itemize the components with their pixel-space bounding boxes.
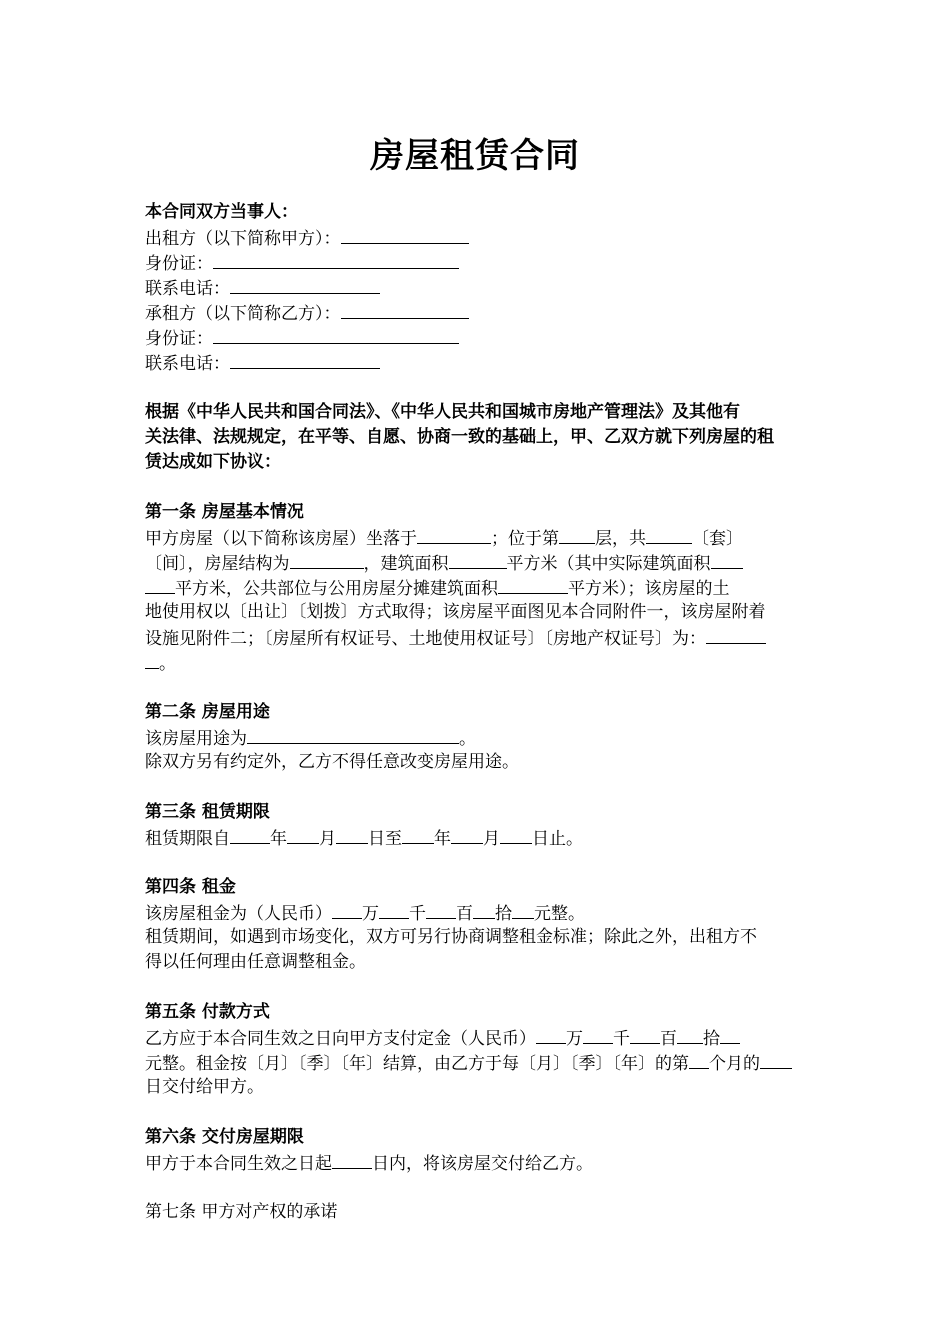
article-1-line-6	[145, 650, 810, 677]
area-blank[interactable]	[449, 550, 507, 569]
rent-shi-blank[interactable]	[473, 900, 495, 919]
usage-blank[interactable]	[247, 725, 459, 744]
structure-blank[interactable]	[290, 550, 364, 569]
article-2-heading: 第二条 房屋用途	[145, 702, 270, 722]
total-blank[interactable]	[646, 525, 692, 544]
lessor-phone-blank[interactable]	[230, 275, 380, 294]
text: 乙方应于本合同生效之日向甲方支付定金（人民币）	[145, 1029, 536, 1049]
end-day-blank[interactable]	[500, 825, 532, 844]
deposit-yuan-blank[interactable]	[720, 1025, 740, 1044]
text: 租赁期限自	[145, 829, 230, 849]
text: 平方米）；该房屋的土	[568, 579, 730, 599]
article-4-line-2: 租赁期间，如遇到市场变化，双方可另行协商调整租金标准；除此之外，出租方不	[145, 927, 757, 947]
text: 日至	[368, 829, 402, 849]
lessee-blank[interactable]	[341, 300, 469, 319]
lessor-blank[interactable]	[341, 225, 469, 244]
deposit-bai-blank[interactable]	[630, 1025, 660, 1044]
text: 千	[409, 904, 426, 924]
text: 〔间〕，房屋结构为	[145, 554, 290, 574]
text: 拾	[703, 1029, 720, 1049]
article-4-line-1	[145, 900, 810, 927]
lessor-id-blank[interactable]	[213, 250, 459, 269]
article-2-line-1	[145, 725, 810, 752]
text: 月	[319, 829, 336, 849]
text: 元整。租金按〔月〕〔季〕〔年〕结算，由乙方于每〔月〕〔季〕〔年〕的第	[145, 1054, 689, 1074]
article-6-line-1	[145, 1150, 810, 1177]
article-1-line-5	[145, 625, 810, 652]
article-2-line-2: 除双方另有约定外，乙方不得任意改变房屋用途。	[145, 752, 519, 772]
text: 个月的	[709, 1054, 760, 1074]
start-day-blank[interactable]	[336, 825, 368, 844]
rent-yuan-blank[interactable]	[512, 900, 534, 919]
document-title: 房屋租赁合同	[370, 136, 580, 176]
text: 年	[434, 829, 451, 849]
article-6-heading: 第六条 交付房屋期限	[145, 1127, 304, 1147]
text: 百	[456, 904, 473, 924]
preamble-line-2: 关法律、法规规定，在平等、自愿、协商一致的基础上，甲、乙双方就下列房屋的租	[145, 427, 774, 447]
lessor-id-label: 身份证：	[145, 254, 213, 274]
end-year-blank[interactable]	[402, 825, 434, 844]
deposit-wan-blank[interactable]	[536, 1025, 566, 1044]
text: 千	[613, 1029, 630, 1049]
article-5-line-1	[145, 1025, 810, 1052]
payment-nth-blank[interactable]	[689, 1050, 709, 1069]
certificate-blank[interactable]	[706, 625, 766, 644]
text: 〔套〕	[692, 529, 743, 549]
text: 年	[270, 829, 287, 849]
floor-blank[interactable]	[559, 525, 595, 544]
rent-bai-blank[interactable]	[426, 900, 456, 919]
article-1-line-4: 地使用权以〔出让〕〔划拨〕方式取得；该房屋平面图见本合同附件一，该房屋附着	[145, 602, 766, 622]
text: 该房屋用途为	[145, 729, 247, 749]
lessee-line	[145, 300, 810, 327]
text: 元整。	[534, 904, 585, 924]
text: 平方米，公共部位与公用房屋分摊建筑面积	[175, 579, 498, 599]
location-blank[interactable]	[417, 525, 491, 544]
delivery-days-blank[interactable]	[332, 1150, 372, 1169]
certificate-blank-cont[interactable]	[145, 650, 159, 669]
lessee-phone-blank[interactable]	[230, 350, 380, 369]
article-1-line-3	[145, 575, 810, 602]
article-5-line-2	[145, 1050, 810, 1077]
lessor-label: 出租方（以下简称甲方）：	[145, 229, 341, 249]
lessee-id-line	[145, 325, 810, 352]
lessor-line	[145, 225, 810, 252]
actual-area-blank-cont[interactable]	[145, 575, 175, 594]
lessee-phone-label: 联系电话：	[145, 354, 230, 374]
article-1-heading: 第一条 房屋基本情况	[145, 502, 304, 522]
article-3-heading: 第三条 租赁期限	[145, 802, 270, 822]
article-3-line-1	[145, 825, 810, 852]
article-7-heading: 第七条 甲方对产权的承诺	[145, 1202, 338, 1222]
text: 拾	[495, 904, 512, 924]
end-month-blank[interactable]	[451, 825, 483, 844]
text: 万	[362, 904, 379, 924]
text: 层，共	[595, 529, 646, 549]
preamble-line-1: 根据《中华人民共和国合同法》、《中华人民共和国城市房地产管理法》及其他有	[145, 402, 740, 422]
lessee-id-label: 身份证：	[145, 329, 213, 349]
deposit-qian-blank[interactable]	[583, 1025, 613, 1044]
text: 该房屋租金为（人民币）	[145, 904, 332, 924]
text: 平方米（其中实际建筑面积	[506, 554, 711, 574]
text: 甲方房屋（以下简称该房屋）坐落于	[145, 529, 417, 549]
text: 。	[459, 729, 476, 749]
text: 月	[483, 829, 500, 849]
lessor-phone-label: 联系电话：	[145, 279, 230, 299]
article-1-line-1	[145, 525, 810, 552]
lessor-id-line	[145, 250, 810, 277]
deposit-shi-blank[interactable]	[677, 1025, 703, 1044]
lessee-phone-line	[145, 350, 810, 377]
rent-wan-blank[interactable]	[332, 900, 362, 919]
rent-qian-blank[interactable]	[379, 900, 409, 919]
actual-area-blank[interactable]	[711, 550, 743, 569]
start-year-blank[interactable]	[230, 825, 270, 844]
article-1-line-2	[145, 550, 810, 577]
shared-area-blank[interactable]	[498, 575, 568, 594]
lessee-id-blank[interactable]	[213, 325, 459, 344]
article-5-line-3: 日交付给甲方。	[145, 1077, 264, 1097]
text: 。	[159, 654, 176, 674]
text: ；位于第	[491, 529, 559, 549]
lessor-phone-line	[145, 275, 810, 302]
text: 万	[566, 1029, 583, 1049]
article-5-heading: 第五条 付款方式	[145, 1002, 270, 1022]
text: ，建筑面积	[363, 554, 449, 574]
text: 设施见附件二；〔房屋所有权证号、土地使用权证号〕〔房地产权证号〕为：	[145, 629, 706, 649]
parties-heading: 本合同双方当事人：	[145, 202, 298, 222]
lessee-label: 承租方（以下简称乙方）：	[145, 304, 341, 324]
text: 甲方于本合同生效之日起	[145, 1154, 332, 1174]
article-4-heading: 第四条 租金	[145, 877, 236, 897]
text: 日止。	[532, 829, 583, 849]
start-month-blank[interactable]	[287, 825, 319, 844]
payment-day-blank[interactable]	[760, 1050, 792, 1069]
article-4-line-3: 得以任何理由任意调整租金。	[145, 952, 366, 972]
text: 百	[660, 1029, 677, 1049]
preamble-line-3: 赁达成如下协议：	[145, 452, 281, 472]
text: 日内，将该房屋交付给乙方。	[372, 1154, 593, 1174]
